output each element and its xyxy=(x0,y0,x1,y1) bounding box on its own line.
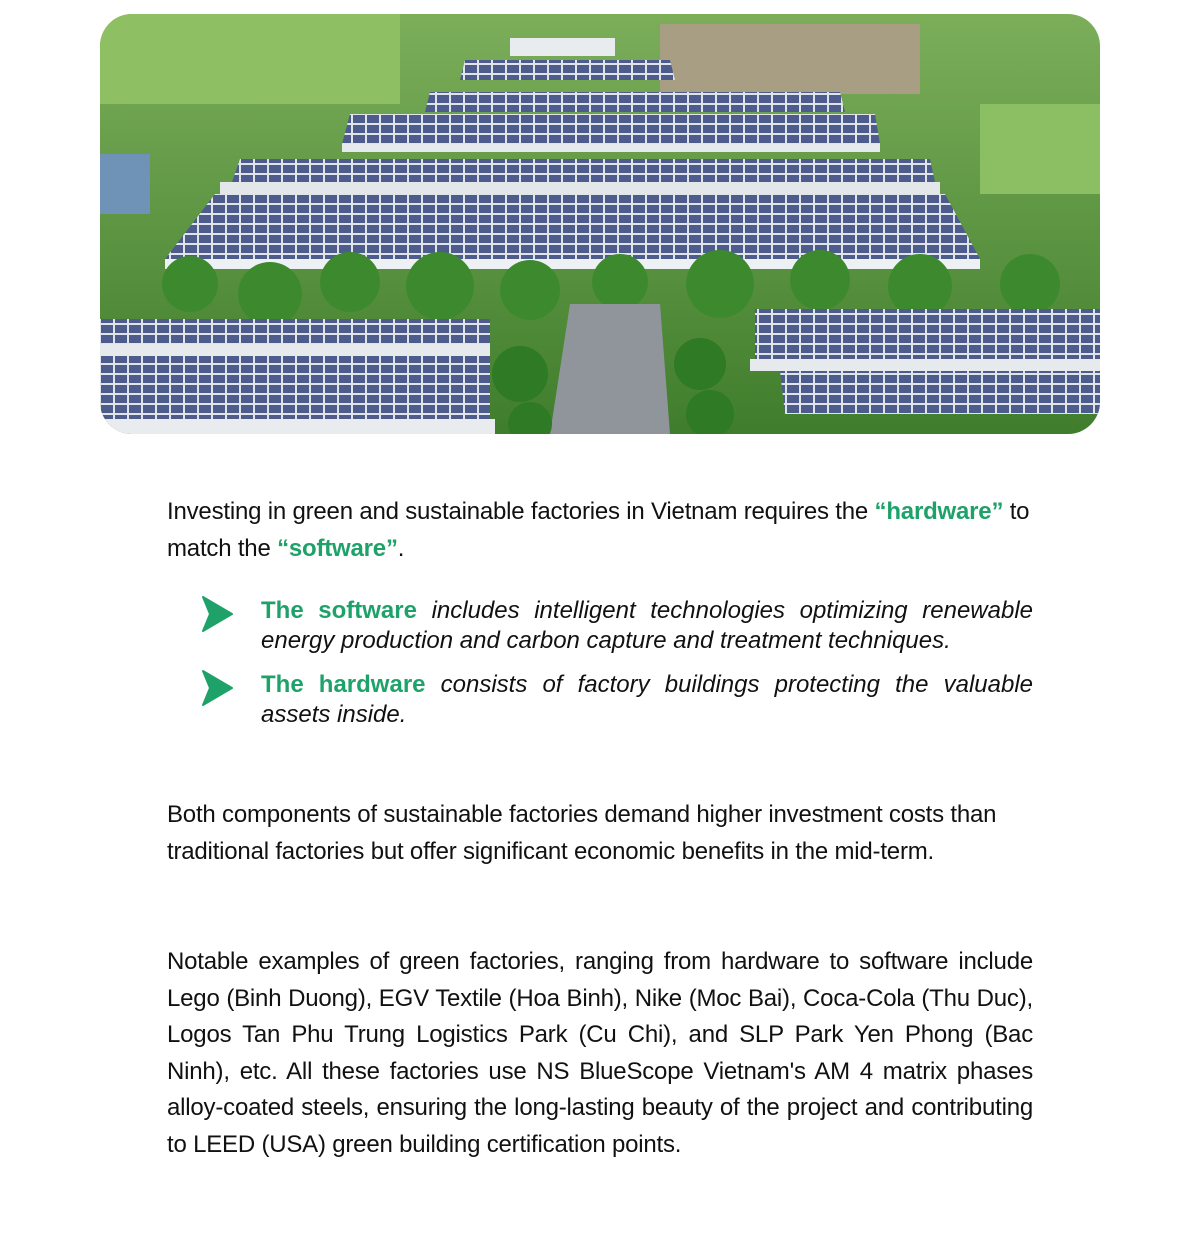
intro-text-before: Investing in green and sustainable factories in Vietnam requires the xyxy=(167,498,875,525)
paragraph-examples: Notable examples of green factories, ranging from hardware to software include Lego (Binh Duong), EGV Textile (Hoa Binh), Nike (Moc Bai), Coca-Cola (Thu Duc), Logos Tan Phu Trung Logistics Park (Cu Chi), and SLP Park Yen Phong (Bac Ninh), etc. All these factories use NS BlueScope Vietnam's AM 4 matrix phases alloy-coated steels, ensuring the long-lasting beauty of the project and contributing to LEED (USA) green building certification points. xyxy=(167,948,1033,1158)
intro-text-end: . xyxy=(397,534,405,562)
bottom-left-roof xyxy=(100,356,490,419)
bullet-lead: The hardware xyxy=(261,671,426,698)
bottom-left-roof-upper xyxy=(100,319,490,344)
bullet-item-hardware xyxy=(200,670,1033,730)
paragraph-investment: Both components of sustainable factories demand higher investment costs than traditional factories but offer significant economic benefits in the mid-term. xyxy=(167,801,997,865)
rice-field xyxy=(100,14,400,104)
building-back-roof xyxy=(460,60,675,80)
intro-paragraph xyxy=(167,494,1033,567)
road xyxy=(550,304,670,434)
arrow-pointer-icon xyxy=(200,596,234,632)
main-roof-ridge xyxy=(220,182,940,194)
main-roof-upper xyxy=(232,159,935,182)
solar-factory-illustration xyxy=(100,14,1100,434)
building-back xyxy=(510,38,615,56)
arrow-pointer-icon xyxy=(200,670,234,706)
bottom-right-roof-upper xyxy=(755,309,1100,359)
bottom-left-wall xyxy=(100,419,495,434)
bottom-left-ridge xyxy=(100,344,490,356)
bullet-item-software xyxy=(200,596,1033,656)
building-second-roof xyxy=(342,114,880,144)
grass-field xyxy=(980,104,1100,194)
bullet-text: includes intelligent technologies optimizing renewable energy production and carbon capture and treatment techniques. xyxy=(261,597,1033,654)
main-roof xyxy=(165,194,980,259)
bullet-list xyxy=(200,596,1033,744)
field-plot xyxy=(660,24,920,94)
building-second-roof-upper xyxy=(425,92,845,112)
hero-photo xyxy=(100,14,1100,434)
hardware-quote: “hardware” xyxy=(874,498,1004,525)
bottom-right-roof xyxy=(780,371,1100,414)
intro-text-middle: to match the xyxy=(167,498,1030,562)
bullet-text: consists of factory buildings protecting the valuable assets inside. xyxy=(261,671,1034,728)
bullet-lead: The software xyxy=(261,597,417,624)
bottom-right-ridge xyxy=(750,359,1100,371)
side-shed xyxy=(100,154,150,214)
software-quote: “software” xyxy=(277,534,398,562)
building-second-wall xyxy=(342,144,880,152)
